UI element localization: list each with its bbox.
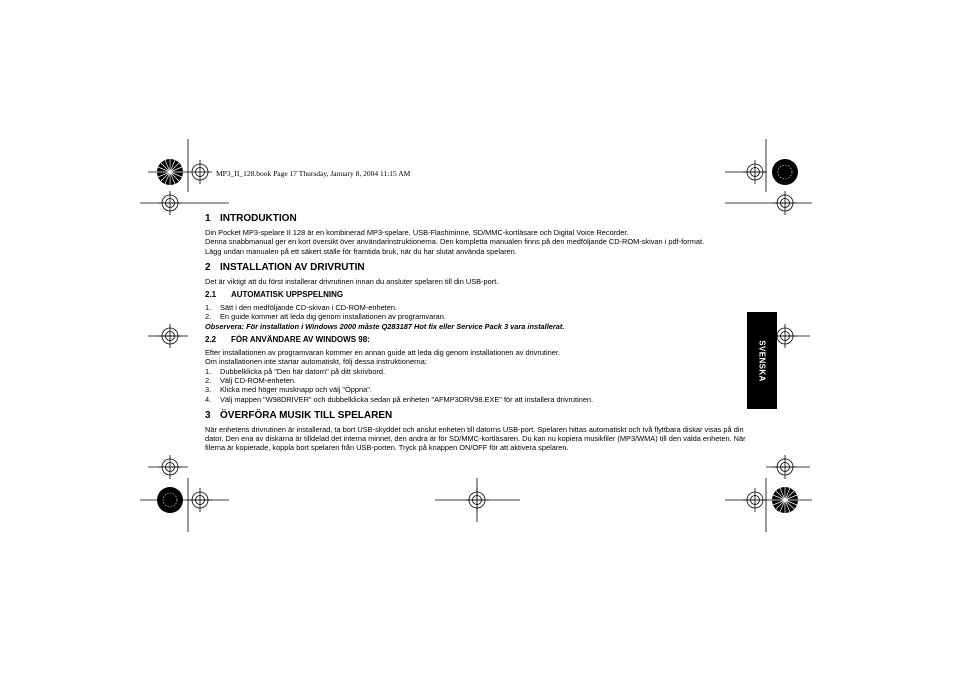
content	[205, 213, 753, 459]
section-title: INTRODUKTION	[220, 213, 297, 224]
section-heading	[205, 213, 753, 225]
section-heading	[205, 410, 753, 422]
section-title: INSTALLATION AV DRIVRUTIN	[220, 261, 365, 273]
section-installation	[205, 262, 753, 404]
windows98-steps	[205, 367, 753, 404]
list-item: 4. Välj mappen "W98DRIVER" och dubbelklicka sedan på enheten "AFMP3DRV98.EXE" för att installera drivrutinen.	[205, 394, 594, 404]
section-overfora-musik	[205, 410, 753, 453]
subsection-heading	[205, 290, 753, 300]
list-item: 1. Dubbelklicka på "Den här datorn" på ditt skrivbord.	[205, 366, 386, 376]
paragraph: Lägg undan manualen på ett säkert ställe för framtida bruk, när du har slutat använda spelaren.	[205, 246, 517, 256]
paragraph: Det är viktigt att du först installerar drivrutinen innan du ansluter spelaren till din USB-port.	[205, 276, 499, 286]
language-tab-label: SVENSKA	[757, 339, 767, 382]
subsection-title: AUTOMATISK UPPSPELNING	[231, 290, 344, 300]
subsection-number: 2.1	[205, 290, 217, 300]
section-number: 1	[205, 213, 211, 224]
section-number: 3	[205, 409, 211, 421]
section-number: 2	[205, 261, 211, 273]
paragraph: Denna snabbmanual ger en kort översikt över användarinstruktionerna. Den kompletta manualen finns på den medföljande CD-ROM-skivan i pdf-format.	[205, 237, 705, 247]
section-introduktion	[205, 213, 753, 256]
subsection-title: FÖR ANVÄNDARE AV WINDOWS 98:	[231, 335, 370, 345]
paragraph: Efter installationen av programvaran kommer en annan guide att leda dig genom installationen av drivrutiner.	[205, 348, 560, 358]
list-item: 2. En guide kommer att leda dig genom installationen av programvaran.	[205, 312, 446, 322]
section-title: ÖVERFÖRA MUSIK TILL SPELAREN	[220, 409, 393, 421]
autorun-steps	[205, 303, 753, 322]
paragraph: Din Pocket MP3-spelare II 128 är en kombinerad MP3-spelare, USB-Flashminne, SD/MMC-kortläsare och Digital Voice Recorder.	[205, 228, 629, 237]
subsection-number: 2.2	[205, 335, 217, 345]
paragraph: Om installationen inte startar automatiskt, följ dessa instruktionerna:	[205, 357, 427, 367]
section-heading	[205, 262, 753, 274]
list-item: 2. Välj CD-ROM-enheten.	[205, 375, 296, 385]
subsection-heading	[205, 335, 753, 345]
list-item: 1. Sätt i den medföljande CD-skivan i CD-ROM-enheten.	[205, 303, 398, 313]
print-header: MP3_II_128.book Page 17 Thursday, January 8, 2004 11:15 AM	[216, 169, 411, 178]
installation-note: Observera: För installation i Windows 2000 måste Q283187 Hot fix eller Service Pack 3 vara installerat.	[205, 321, 565, 331]
paragraph: När enhetens drivrutinen är installerad, ta bort USB-skyddet och anslut enheten till datorns USB-port. Spelaren hittas automatiskt och två flyttbara diskar visas på din dator. Den ena av diskarna är tilldelad det interna minnet, den andra är för SD/MMC-kortläsaren. Du kan nu kopiera musikfiler (MP3/WMA) till den valda enheten. När filerna är kopierade, koppla bort spelaren från USB-porten. Tryck på knappen ON/OFF för att aktivera spelaren.	[205, 424, 746, 453]
list-item: 3. Klicka med höger musknapp och välj "Öppna".	[205, 385, 372, 395]
